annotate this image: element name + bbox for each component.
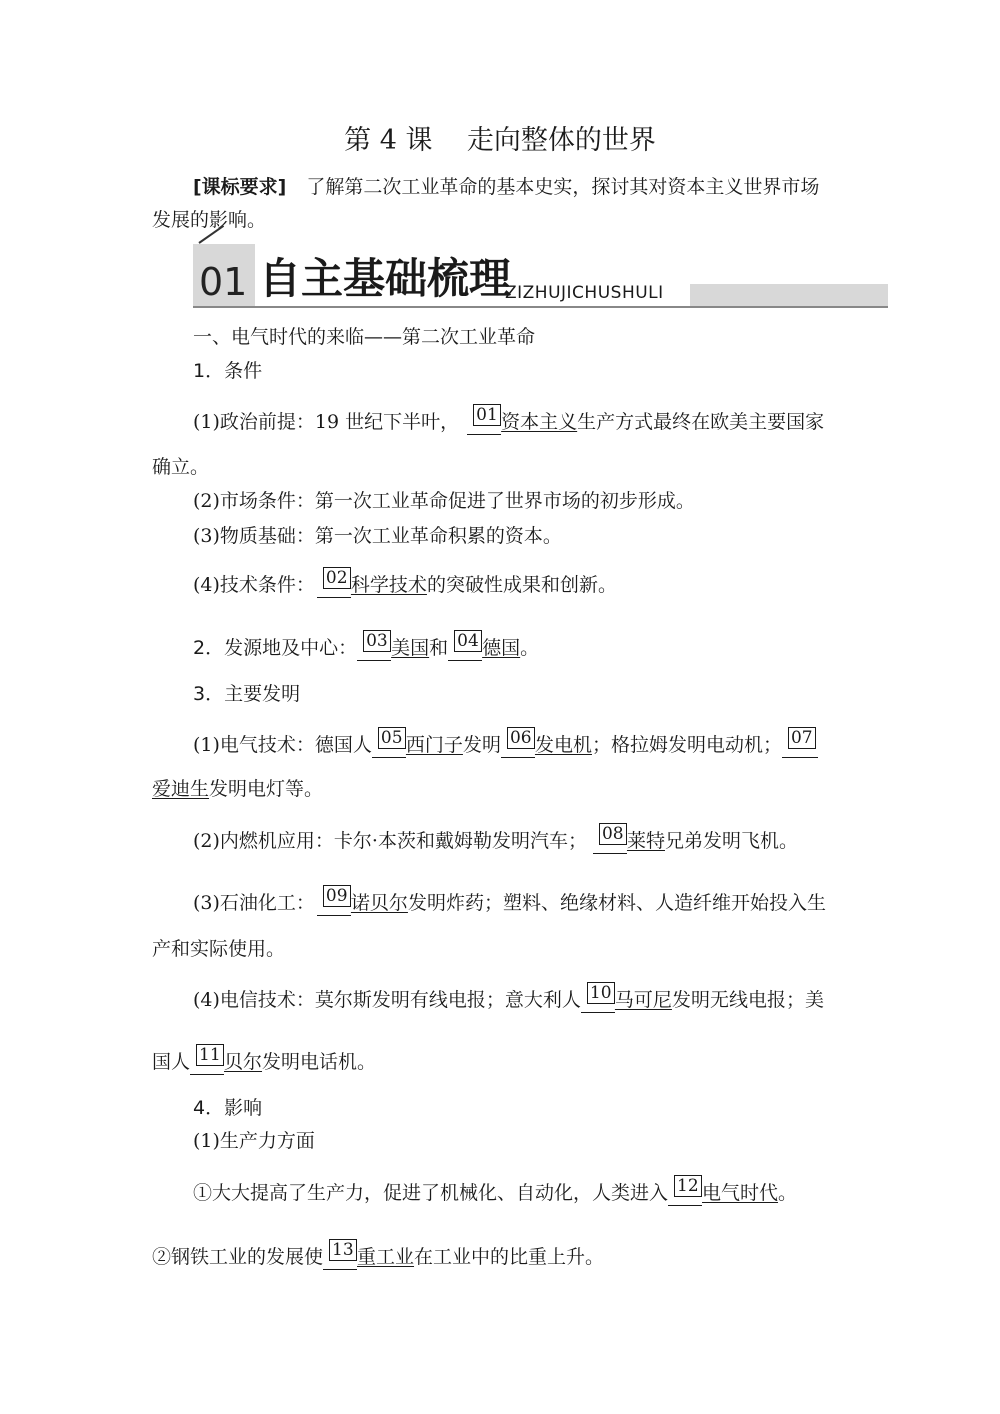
text: 兄弟发明飞机。	[664, 830, 798, 852]
blank-11[interactable]	[190, 1045, 224, 1075]
blank-01[interactable]	[467, 405, 501, 435]
invention-4-cont	[152, 1045, 377, 1075]
answer: 发电机	[534, 734, 592, 756]
answer: 科学技术	[350, 574, 427, 596]
answer: 德国	[482, 637, 521, 659]
text: (4)电信技术：莫尔斯发明有线电报；意大利人	[193, 989, 581, 1011]
condition-1-cont: 确立。	[152, 456, 210, 478]
text: (1)政治前提：19 世纪下半叶，	[193, 411, 460, 433]
blank-number: 07	[788, 727, 816, 749]
requirement-line-2: 发展的影响。	[152, 209, 267, 231]
blank-number: 13	[329, 1239, 357, 1261]
condition-4	[193, 568, 617, 598]
section-heading: 一、电气时代的来临——第二次工业革命	[193, 326, 536, 348]
text: ①大大提高了生产力，促进了机械化、自动化，人类进入	[193, 1182, 669, 1204]
requirement-label: [课标要求]	[193, 176, 287, 198]
invention-1-cont	[152, 777, 323, 801]
text: ；格拉姆发明电动机；	[591, 734, 782, 756]
blank-number: 02	[323, 567, 351, 589]
text: 国人	[152, 1051, 191, 1073]
heading-origin: 2．发源地及中心：	[193, 637, 358, 659]
blank-08[interactable]	[593, 824, 627, 854]
heading-impact: 4．影响	[193, 1097, 263, 1119]
blank-10[interactable]	[581, 983, 615, 1013]
blank-number: 11	[196, 1044, 224, 1066]
answer: 重工业	[357, 1246, 415, 1268]
blank-07[interactable]	[782, 728, 818, 758]
condition-1	[193, 405, 825, 435]
invention-3	[193, 886, 826, 916]
condition-2: (2)市场条件：第一次工业革命促进了世界市场的初步形成。	[193, 490, 695, 512]
origin-line	[193, 631, 540, 661]
text: 。	[778, 1182, 798, 1204]
lesson-title: 第 4 课 走向整体的世界	[344, 125, 656, 156]
answer: 美国	[391, 637, 430, 659]
answer: 资本主义	[501, 411, 578, 433]
answer: 贝尔	[224, 1051, 263, 1073]
requirement-line-1	[193, 175, 819, 199]
heading-conditions: 1．条件	[193, 360, 263, 382]
blank-04[interactable]	[448, 631, 482, 661]
text: 在工业中的比重上升。	[414, 1246, 605, 1268]
invention-2	[193, 824, 798, 854]
answer: 诺贝尔	[350, 892, 408, 914]
blank-number: 12	[674, 1175, 702, 1197]
heading-inventions: 3．主要发明	[193, 683, 301, 705]
answer: 爱迪生	[152, 778, 210, 800]
blank-number: 06	[507, 727, 535, 749]
blank-number: 09	[323, 885, 351, 907]
text: (1)电气技术：德国人	[193, 734, 372, 756]
blank-03[interactable]	[357, 631, 391, 661]
text: 和	[429, 637, 449, 659]
blank-number: 01	[473, 404, 501, 426]
banner-number: 01	[199, 260, 248, 304]
productivity-heading: (1)生产力方面	[193, 1130, 315, 1152]
text: (2)内燃机应用：卡尔·本茨和戴姆勒发明汽车；	[193, 830, 587, 852]
banner-rule	[193, 306, 888, 308]
blank-09[interactable]	[317, 886, 351, 916]
blank-06[interactable]	[501, 728, 535, 758]
blank-05[interactable]	[372, 728, 406, 758]
blank-number: 03	[363, 630, 391, 652]
text: ②钢铁工业的发展使	[152, 1246, 324, 1268]
banner-bar	[690, 284, 888, 306]
text: (3)石油化工：	[193, 892, 315, 914]
answer: 莱特	[626, 830, 665, 852]
text: 发明无线电报；美	[671, 989, 824, 1011]
invention-3-cont: 产和实际使用。	[152, 938, 286, 960]
section-banner	[193, 240, 893, 310]
answer: 电气时代	[702, 1182, 779, 1204]
text: 生产方式最终在欧美主要国家	[577, 411, 825, 433]
invention-4	[193, 983, 824, 1013]
answer: 马可尼	[614, 989, 672, 1011]
blank-13[interactable]	[323, 1240, 357, 1270]
banner-title: 自主基础梳理	[259, 254, 512, 303]
blank-02[interactable]	[317, 568, 351, 598]
text: 发明电灯等。	[209, 778, 324, 800]
text: 发明	[462, 734, 501, 756]
text: (4)技术条件：	[193, 574, 315, 596]
impact-2	[152, 1240, 605, 1270]
text: 发明电话机。	[262, 1051, 377, 1073]
text: 的突破性成果和创新。	[426, 574, 617, 596]
blank-number: 04	[454, 630, 482, 652]
invention-1	[193, 728, 818, 758]
blank-number: 10	[587, 982, 615, 1004]
impact-1	[193, 1176, 798, 1206]
requirement-text-1: 了解第二次工业革命的基本史实，探讨其对资本主义世界市场	[306, 176, 820, 198]
text: 。	[520, 637, 540, 659]
blank-number: 08	[599, 823, 627, 845]
blank-number: 05	[378, 727, 406, 749]
condition-3: (3)物质基础：第一次工业革命积累的资本。	[193, 525, 562, 547]
banner-pinyin: ZIZHUJICHUSHULI	[505, 283, 664, 303]
blank-12[interactable]	[668, 1176, 702, 1206]
answer: 西门子	[405, 734, 463, 756]
text: 发明炸药；塑料、绝缘材料、人造纤维开始投入生	[407, 892, 826, 914]
